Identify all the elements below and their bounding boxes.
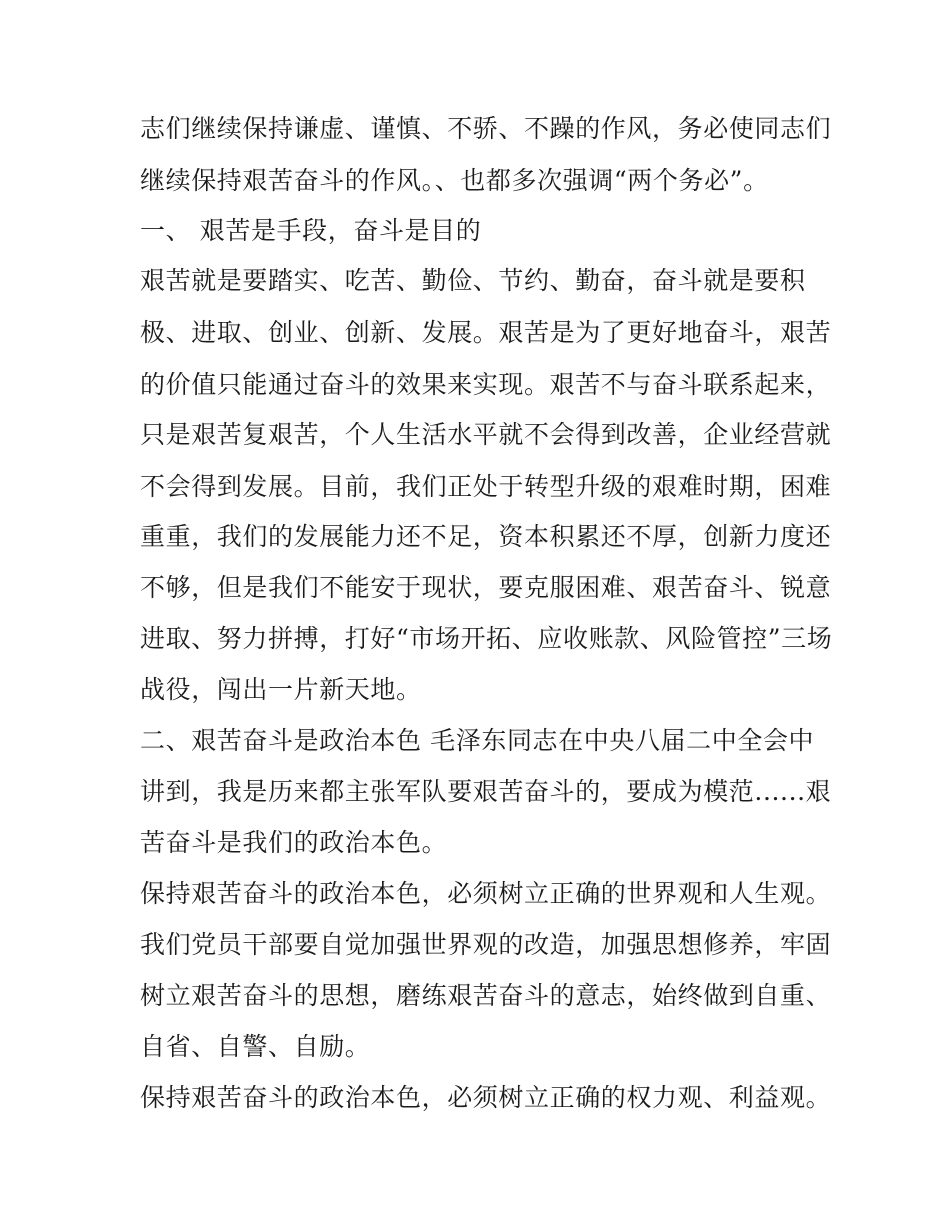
text-line: 战役，闯出一片新天地。	[140, 675, 422, 704]
text-line: 讲到，我是历来都主张军队要艰苦奋斗的，要成为模范......艰	[140, 777, 832, 806]
text-line: 继续保持艰苦奋斗的作风。、也都多次强调“两个务必”。	[140, 166, 769, 195]
text-line: 自省、自警、自励。	[140, 1032, 371, 1061]
text-line: 不会得到发展。目前，我们正处于转型升级的艰难时期，困难	[140, 472, 832, 501]
text-line: 苦奋斗是我们的政治本色。	[140, 828, 448, 857]
text-line: 重重，我们的发展能力还不足，资本积累还不厚，创新力度还	[140, 522, 832, 551]
text-line: 不够，但是我们不能安于现状，要克服困难、艰苦奋斗、锐意	[140, 573, 832, 602]
section-heading: 二、艰苦奋斗是政治本色 毛泽东同志在中央八届二中全会中	[140, 726, 815, 755]
text-line: 的价值只能通过奋斗的效果来实现。艰苦不与奋斗联系起来，	[140, 370, 832, 399]
section-heading: 一、 艰苦是手段，奋斗是目的	[140, 216, 482, 245]
text-line: 保持艰苦奋斗的政治本色，必须树立正确的世界观和人生观。	[140, 879, 832, 908]
text-line: 志们继续保持谦虚、谨慎、不骄、不躁的作风，务必使同志们	[140, 114, 832, 143]
text-line: 树立艰苦奋斗的思想，磨练艰苦奋斗的意志，始终做到自重、	[140, 981, 832, 1010]
text-line: 极、进取、创业、创新、发展。艰苦是为了更好地奋斗，艰苦	[140, 318, 832, 347]
text-line: 保持艰苦奋斗的政治本色，必须树立正确的权力观、利益观。	[140, 1083, 832, 1112]
text-line: 进取、努力拼搏，打好“市场开拓、应收账款、风险管控”三场	[140, 624, 833, 653]
text-line: 艰苦就是要踏实、吃苦、勤俭、节约、勤奋，奋斗就是要积	[140, 266, 806, 295]
text-line: 我们党员干部要自觉加强世界观的改造，加强思想修养，牢固	[140, 930, 832, 959]
text-line: 只是艰苦复艰苦，个人生活水平就不会得到改善，企业经营就	[140, 420, 832, 449]
